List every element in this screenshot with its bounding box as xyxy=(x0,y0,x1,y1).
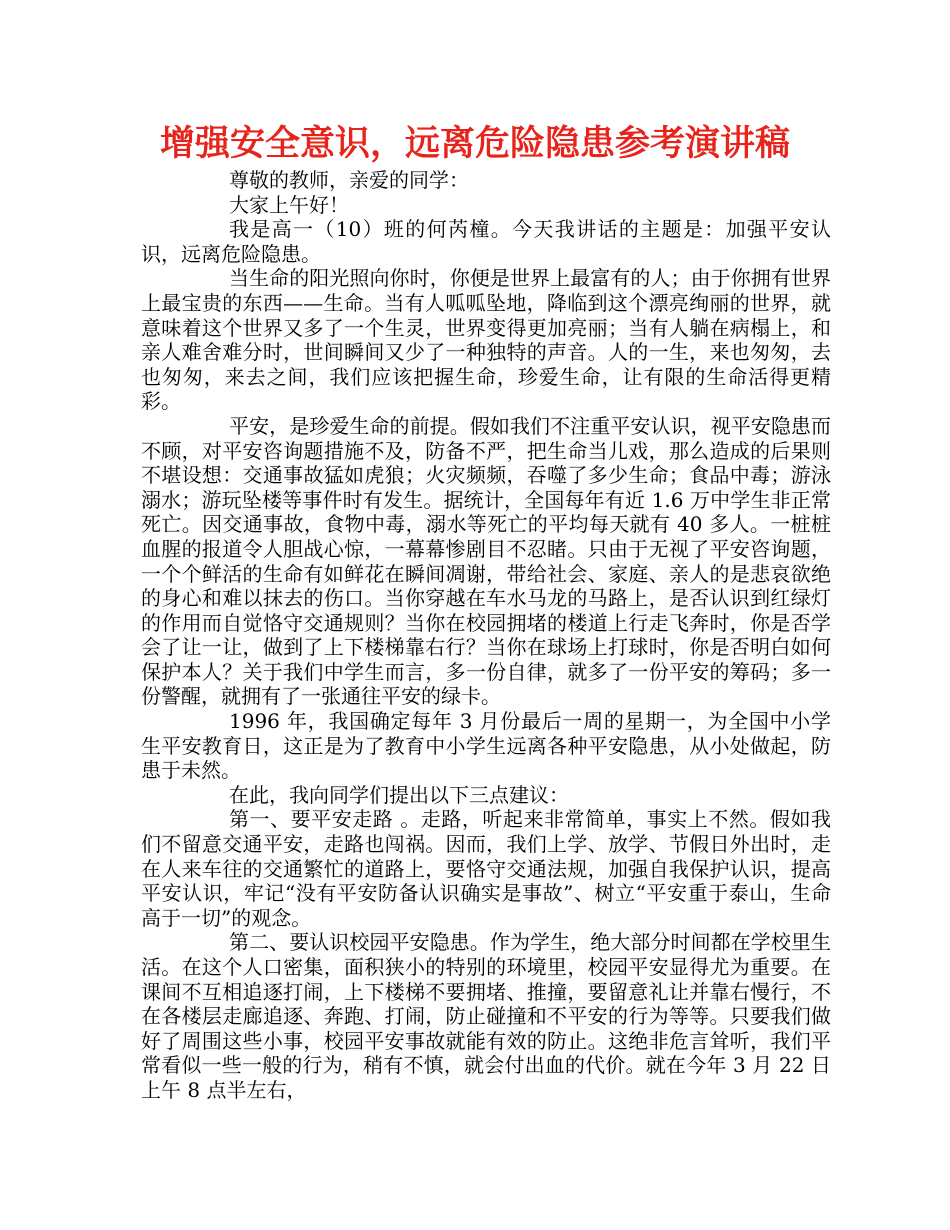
document-title: 增强安全意识，远离危险隐患参考演讲稿 xyxy=(159,124,790,164)
paragraph-second: 第二、要认识校园平安隐患。作为学生，绝大部分时间都在学校里生活。在这个人口密集，面积狭小的特别的环境里，校园平安显得尤为重要。在课间不互相追逐打闹，上下楼梯不要拥堵、推撞，要留意礼让并靠右慢行，不在各楼层走廊追逐、奔跑、打闹，防止碰撞和不平安的行为等等。只要我们做好了周围这些小事，校园平安事故就能有效的防止。这绝非危言耸听，我们平常看似一些一般的行为，稍有不慎，就会付出血的代价。就在今年 3 月 22 日上午 8 点半左右， xyxy=(141,930,831,1102)
paragraph-intro: 我是高一（10）班的何芮橦。今天我讲话的主题是：加强平安认识，远离危险隐患。 xyxy=(141,217,831,266)
paragraph-suggestions: 在此，我向同学们提出以下三点建议： xyxy=(229,782,569,807)
paragraph-education-day: 1996 年，我国确定每年 3 月份最后一周的星期一，为全国中小学生平安教育日，这正是为了教育中小学生远离各种平安隐患，从小处做起，防患于未然。 xyxy=(141,709,831,783)
salutation: 尊敬的教师，亲爱的同学： xyxy=(229,168,469,192)
greeting: 大家上午好！ xyxy=(229,192,349,217)
paragraph-life: 当生命的阳光照向你时，你便是世界上最富有的人；由于你拥有世界上最宝贵的东西——生命。当有人呱呱坠地，降临到这个漂亮绚丽的世界，就意味着这个世界又多了一个生灵，世界变得更加亮丽；当有人躺在病榻上，和亲人难舍难分时，世间瞬间又少了一种独特的声音。人的一生，来也匆匆，去也匆匆，来去之间，我们应该把握生命，珍爱生命，让有限的生命活得更精彩。 xyxy=(141,266,831,414)
document-body xyxy=(141,168,831,1103)
paragraph-safety: 平安，是珍爱生命的前提。假如我们不注重平安认识，视平安隐患而不顾，对平安咨询题措施不及，防备不严，把生命当儿戏，那么造成的后果则不堪设想：交通事故猛如虎狼；火灾频频，吞噬了多少生命；食品中毒；游泳溺水；游玩坠楼等事件时有发生。据统计，全国每年有近 1.6 万中学生非正常死亡。因交通事故，食物中毒，溺水等死亡的平均每天就有 40 多人。一桩桩血腥的报道令人胆战心惊，一幕幕惨剧目不忍睹。只由于无视了平安咨询题，一个个鲜活的生命有如鲜花在瞬间凋谢，带给社会、家庭、亲人的是悲哀欲绝的身心和难以抹去的伤口。当你穿越在车水马龙的马路上，是否认识到红绿灯的作用而自觉恪守交通规则？当你在校园拥堵的楼道上行走飞奔时，你是否学会了让一让，做到了上下楼梯靠右行？当你在球场上打球时，你是否明白如何保护本人？关于我们中学生而言，多一份自律，就多了一份平安的筹码；多一份警醒，就拥有了一张通往平安的绿卡。 xyxy=(141,413,831,709)
paragraph-first: 第一、要平安走路 。走路，听起来非常简单，事实上不然。假如我们不留意交通平安，走路也闯祸。因而，我们上学、放学、节假日外出时，走在人来车往的交通繁忙的道路上，要恪守交通法规，加强自我保护认识，提高平安认识，牢记“没有平安防备认识确实是事故”、树立“平安重于泰山，生命高于一切”的观念。 xyxy=(141,807,831,930)
